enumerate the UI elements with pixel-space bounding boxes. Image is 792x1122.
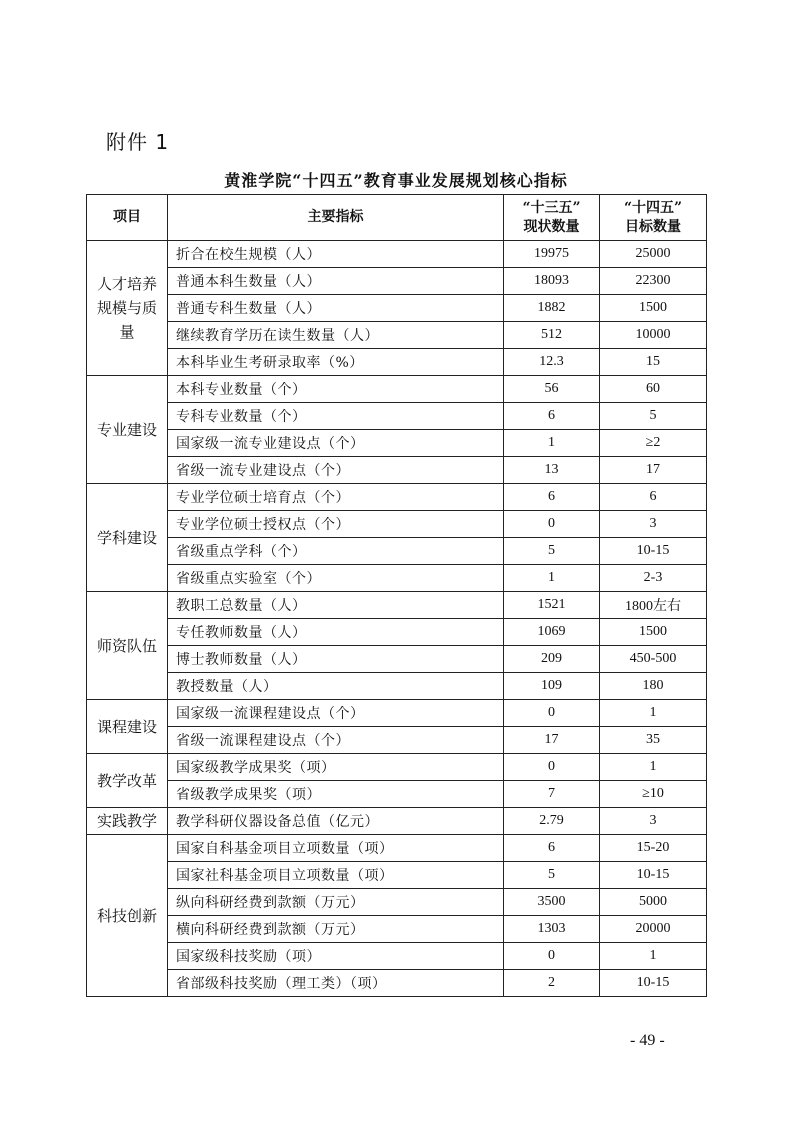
- indicator-cell: 专业学位硕士授权点（个）: [168, 511, 504, 538]
- table-row: [87, 646, 707, 673]
- current-value-cell: 1069: [504, 619, 600, 646]
- current-value-cell: 0: [504, 754, 600, 781]
- table-row: [87, 430, 707, 457]
- current-value-cell: 5: [504, 862, 600, 889]
- indicator-cell: 省级重点实验室（个）: [168, 565, 504, 592]
- current-value-cell: 209: [504, 646, 600, 673]
- target-value-cell: 22300: [600, 268, 707, 295]
- target-value-cell: 10000: [600, 322, 707, 349]
- table-row: [87, 268, 707, 295]
- current-value-cell: 512: [504, 322, 600, 349]
- target-value-cell: 3: [600, 511, 707, 538]
- table-row: [87, 727, 707, 754]
- current-value-cell: 12.3: [504, 349, 600, 376]
- current-value-cell: 5: [504, 538, 600, 565]
- indicator-cell: 国家级一流专业建设点（个）: [168, 430, 504, 457]
- current-value-cell: 1303: [504, 916, 600, 943]
- indicator-cell: 教授数量（人）: [168, 673, 504, 700]
- current-value-cell: 19975: [504, 241, 600, 268]
- table-row: [87, 403, 707, 430]
- target-value-cell: 15: [600, 349, 707, 376]
- category-cell: 课程建设: [87, 700, 168, 754]
- indicator-cell: 专科专业数量（个）: [168, 403, 504, 430]
- table-body: [87, 241, 707, 997]
- target-value-cell: 10-15: [600, 538, 707, 565]
- indicator-cell: 国家级教学成果奖（项）: [168, 754, 504, 781]
- table-row: [87, 835, 707, 862]
- table-row: [87, 781, 707, 808]
- indicator-cell: 省级一流专业建设点（个）: [168, 457, 504, 484]
- indicator-cell: 国家自科基金项目立项数量（项）: [168, 835, 504, 862]
- indicator-cell: 省级一流课程建设点（个）: [168, 727, 504, 754]
- category-cell: 人才培养规模与质量: [87, 241, 168, 376]
- current-value-cell: 1: [504, 430, 600, 457]
- table-row: [87, 457, 707, 484]
- table-row: [87, 916, 707, 943]
- page-number: - 49 -: [630, 1032, 665, 1049]
- table-row: [87, 754, 707, 781]
- target-value-cell: 25000: [600, 241, 707, 268]
- indicator-cell: 普通本科生数量（人）: [168, 268, 504, 295]
- header-target-line1: “十四五”: [623, 199, 683, 216]
- category-cell: 科技创新: [87, 835, 168, 997]
- target-value-cell: 1: [600, 943, 707, 970]
- category-cell: 专业建设: [87, 376, 168, 484]
- indicator-cell: 专任教师数量（人）: [168, 619, 504, 646]
- table-row: [87, 565, 707, 592]
- target-value-cell: 180: [600, 673, 707, 700]
- current-value-cell: 2.79: [504, 808, 600, 835]
- table-row: [87, 538, 707, 565]
- target-value-cell: 35: [600, 727, 707, 754]
- table-row: [87, 241, 707, 268]
- category-cell: 学科建设: [87, 484, 168, 592]
- header-current: [504, 195, 600, 241]
- table-row: [87, 322, 707, 349]
- current-value-cell: 13: [504, 457, 600, 484]
- target-value-cell: 10-15: [600, 970, 707, 997]
- header-category: 项目: [87, 195, 168, 241]
- target-value-cell: 6: [600, 484, 707, 511]
- document-title: 黄淮学院“十四五”教育事业发展规划核心指标: [224, 171, 568, 190]
- indicator-cell: 本科专业数量（个）: [168, 376, 504, 403]
- current-value-cell: 18093: [504, 268, 600, 295]
- indicator-cell: 折合在校生规模（人）: [168, 241, 504, 268]
- current-value-cell: 3500: [504, 889, 600, 916]
- attachment-label: 附件 1: [106, 130, 170, 154]
- indicator-cell: 教职工总数量（人）: [168, 592, 504, 619]
- indicator-cell: 省级教学成果奖（项）: [168, 781, 504, 808]
- current-value-cell: 0: [504, 943, 600, 970]
- indicator-cell: 国家级一流课程建设点（个）: [168, 700, 504, 727]
- target-value-cell: 1: [600, 754, 707, 781]
- table-row: [87, 619, 707, 646]
- target-value-cell: 1500: [600, 295, 707, 322]
- header-current-line1: “十三五”: [522, 199, 581, 216]
- target-value-cell: 10-15: [600, 862, 707, 889]
- current-value-cell: 0: [504, 511, 600, 538]
- table-row: [87, 592, 707, 619]
- table-row: [87, 862, 707, 889]
- indicator-cell: 继续教育学历在读生数量（人）: [168, 322, 504, 349]
- target-value-cell: 450-500: [600, 646, 707, 673]
- target-value-cell: 1800左右: [600, 592, 707, 619]
- table-row: [87, 889, 707, 916]
- category-cell: 实践教学: [87, 808, 168, 835]
- current-value-cell: 2: [504, 970, 600, 997]
- indicator-cell: 国家级科技奖励（项）: [168, 943, 504, 970]
- core-indicators-table: [86, 194, 707, 997]
- indicator-cell: 教学科研仪器设备总值（亿元）: [168, 808, 504, 835]
- current-value-cell: 7: [504, 781, 600, 808]
- target-value-cell: ≥2: [600, 430, 707, 457]
- category-cell: 师资队伍: [87, 592, 168, 700]
- target-value-cell: 1: [600, 700, 707, 727]
- indicator-cell: 专业学位硕士培育点（个）: [168, 484, 504, 511]
- target-value-cell: ≥10: [600, 781, 707, 808]
- header-target-line2: 目标数量: [625, 218, 681, 235]
- category-cell: 教学改革: [87, 754, 168, 808]
- indicator-cell: 本科毕业生考研录取率（%）: [168, 349, 504, 376]
- table-row: [87, 970, 707, 997]
- current-value-cell: 56: [504, 376, 600, 403]
- current-value-cell: 109: [504, 673, 600, 700]
- indicator-cell: 省级重点学科（个）: [168, 538, 504, 565]
- current-value-cell: 1: [504, 565, 600, 592]
- table-row: [87, 511, 707, 538]
- target-value-cell: 17: [600, 457, 707, 484]
- header-indicator: 主要指标: [168, 195, 504, 241]
- table-row: [87, 484, 707, 511]
- target-value-cell: 5: [600, 403, 707, 430]
- indicator-cell: 国家社科基金项目立项数量（项）: [168, 862, 504, 889]
- current-value-cell: 1521: [504, 592, 600, 619]
- current-value-cell: 17: [504, 727, 600, 754]
- target-value-cell: 5000: [600, 889, 707, 916]
- target-value-cell: 3: [600, 808, 707, 835]
- table-row: [87, 943, 707, 970]
- target-value-cell: 1500: [600, 619, 707, 646]
- indicator-cell: 省部级科技奖励（理工类）（项）: [168, 970, 504, 997]
- table-header-row: [87, 195, 707, 241]
- indicator-cell: 横向科研经费到款额（万元）: [168, 916, 504, 943]
- table-row: [87, 295, 707, 322]
- table-row: [87, 673, 707, 700]
- indicator-cell: 纵向科研经费到款额（万元）: [168, 889, 504, 916]
- target-value-cell: 15-20: [600, 835, 707, 862]
- header-current-line2: 现状数量: [523, 218, 580, 235]
- target-value-cell: 2-3: [600, 565, 707, 592]
- current-value-cell: 6: [504, 484, 600, 511]
- indicator-cell: 博士教师数量（人）: [168, 646, 504, 673]
- table-row: [87, 349, 707, 376]
- current-value-cell: 6: [504, 835, 600, 862]
- table-row: [87, 376, 707, 403]
- current-value-cell: 0: [504, 700, 600, 727]
- table-row: [87, 700, 707, 727]
- target-value-cell: 20000: [600, 916, 707, 943]
- current-value-cell: 6: [504, 403, 600, 430]
- header-target: [600, 195, 707, 241]
- indicator-cell: 普通专科生数量（人）: [168, 295, 504, 322]
- target-value-cell: 60: [600, 376, 707, 403]
- current-value-cell: 1882: [504, 295, 600, 322]
- table-row: [87, 808, 707, 835]
